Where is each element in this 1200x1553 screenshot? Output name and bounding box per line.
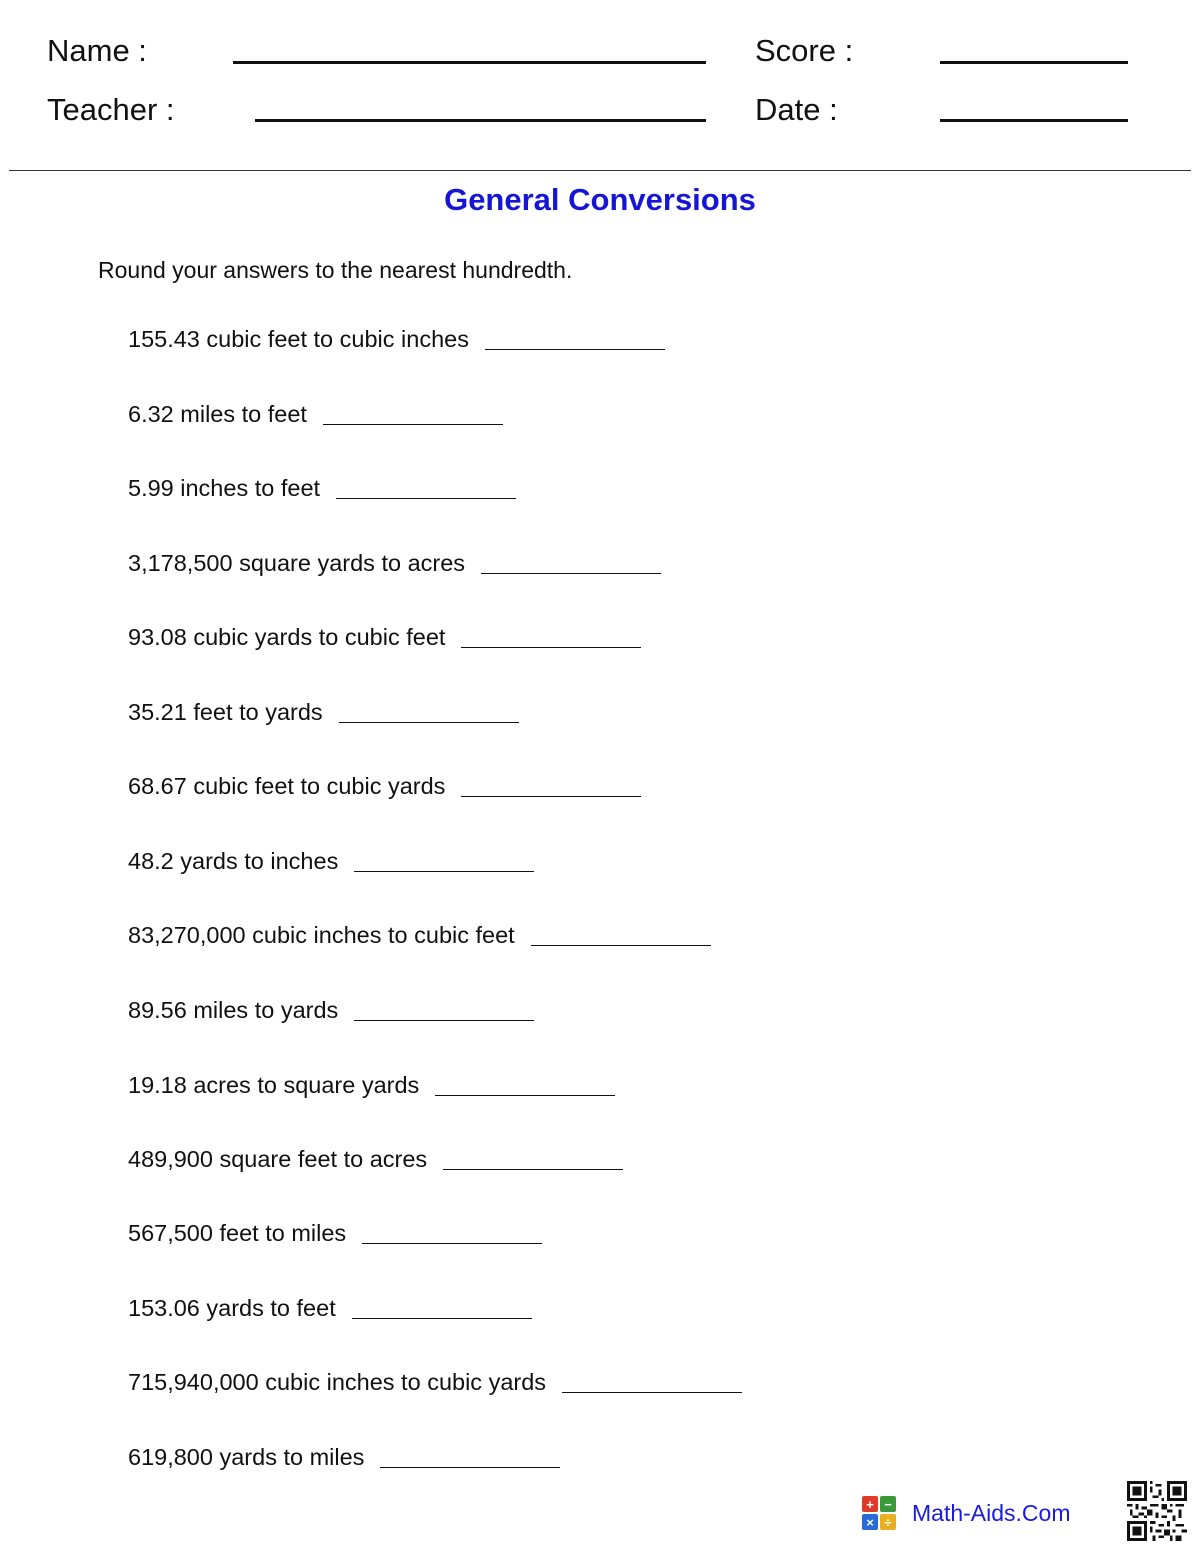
name-field-line[interactable] bbox=[233, 61, 706, 64]
problem-text: 489,900 square feet to acres bbox=[128, 1146, 428, 1172]
score-field-line[interactable] bbox=[940, 61, 1128, 64]
answer-blank[interactable] bbox=[352, 1318, 532, 1319]
logo-plus-glyph: + bbox=[862, 1496, 878, 1512]
brand[interactable] bbox=[862, 1495, 1070, 1531]
qr-code-icon[interactable] bbox=[1127, 1481, 1187, 1541]
answer-blank[interactable] bbox=[354, 1020, 534, 1021]
date-label: Date : bbox=[755, 92, 838, 127]
answer-blank[interactable] bbox=[380, 1467, 560, 1468]
brand-link[interactable]: Math-Aids.Com bbox=[912, 1499, 1071, 1526]
problem-text: 6.32 miles to feet bbox=[128, 401, 307, 427]
problem-text: 153.06 yards to feet bbox=[128, 1295, 336, 1321]
teacher-field-line[interactable] bbox=[255, 119, 706, 122]
problem-text: 68.67 cubic feet to cubic yards bbox=[128, 773, 446, 799]
worksheet-title: General Conversions bbox=[444, 182, 756, 217]
problem-text: 715,940,000 cubic inches to cubic yards bbox=[128, 1369, 547, 1395]
date-field-line[interactable] bbox=[940, 119, 1128, 122]
answer-blank[interactable] bbox=[481, 573, 661, 574]
logo-minus-glyph: − bbox=[880, 1496, 896, 1512]
problem-text: 35.21 feet to yards bbox=[128, 699, 323, 725]
answer-blank[interactable] bbox=[562, 1392, 742, 1393]
problem-text: 89.56 miles to yards bbox=[128, 997, 339, 1023]
problem-text: 567,500 feet to miles bbox=[128, 1220, 347, 1246]
problem-text: 93.08 cubic yards to cubic feet bbox=[128, 624, 446, 650]
problem-text: 19.18 acres to square yards bbox=[128, 1072, 420, 1098]
answer-blank[interactable] bbox=[531, 945, 711, 946]
answer-blank[interactable] bbox=[443, 1169, 623, 1170]
problem-text: 3,178,500 square yards to acres bbox=[128, 550, 466, 576]
answer-blank[interactable] bbox=[362, 1243, 542, 1244]
problem-text: 619,800 yards to miles bbox=[128, 1444, 365, 1470]
name-label: Name : bbox=[47, 33, 147, 68]
problem-text: 83,270,000 cubic inches to cubic feet bbox=[128, 922, 515, 948]
answer-blank[interactable] bbox=[461, 796, 641, 797]
header-divider bbox=[9, 170, 1191, 171]
teacher-label: Teacher : bbox=[47, 92, 175, 127]
answer-blank[interactable] bbox=[336, 498, 516, 499]
answer-blank[interactable] bbox=[485, 349, 665, 350]
answer-blank[interactable] bbox=[435, 1095, 615, 1096]
instructions: Round your answers to the nearest hundredth. bbox=[98, 257, 573, 283]
math-aids-logo-icon bbox=[862, 1496, 896, 1530]
answer-blank[interactable] bbox=[354, 871, 534, 872]
logo-times-glyph: × bbox=[862, 1514, 878, 1530]
problem-text: 5.99 inches to feet bbox=[128, 475, 321, 501]
problem-text: 48.2 yards to inches bbox=[128, 848, 339, 874]
problem-text: 155.43 cubic feet to cubic inches bbox=[128, 326, 469, 352]
logo-divide-glyph: ÷ bbox=[880, 1514, 896, 1530]
answer-blank[interactable] bbox=[339, 722, 519, 723]
answer-blank[interactable] bbox=[461, 647, 641, 648]
score-label: Score : bbox=[755, 33, 854, 68]
answer-blank[interactable] bbox=[323, 424, 503, 425]
